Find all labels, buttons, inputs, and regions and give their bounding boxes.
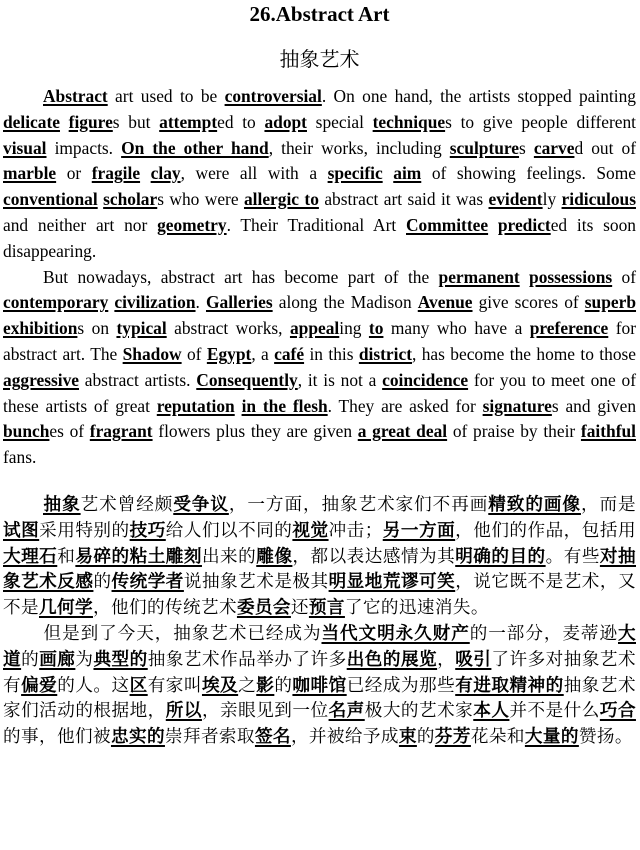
vocab-term: aim: [393, 163, 422, 184]
text-run: 并不是什么: [509, 701, 600, 722]
vocab-term: scholar: [103, 189, 158, 210]
text-run: 和: [57, 546, 76, 567]
text-run: 了它的迅速消失。: [344, 598, 489, 619]
english-title: 26.Abstract Art: [249, 2, 390, 26]
vocab-term: carve: [533, 137, 575, 158]
vocab-term: typical: [116, 318, 167, 339]
vocab-term: 传统学者: [111, 572, 184, 593]
text-run: [235, 396, 242, 416]
vocab-term: 抽象: [43, 494, 81, 515]
vocab-term: 当代文明永久财产: [321, 623, 470, 644]
text-run: 的事，他们被: [3, 727, 111, 748]
text-run: 的一部分，麦蒂逊: [469, 623, 618, 644]
vocab-term: controversial: [224, 86, 322, 106]
vocab-term: aggressive: [3, 369, 79, 390]
text-run: es of: [49, 421, 90, 442]
vocab-term: 受争议: [173, 494, 229, 515]
text-run: s to give people different: [445, 111, 636, 132]
vocab-term: 对抽象艺术反感: [3, 546, 636, 593]
text-run: [140, 163, 151, 183]
text-run: 已经成为那些: [346, 675, 456, 696]
text-run: ly: [542, 189, 562, 210]
vocab-term: 签名: [254, 727, 291, 748]
chinese-paragraph-2: [3, 622, 636, 751]
english-paragraph-1: [3, 84, 636, 265]
text-run: 崇拜者索取: [164, 727, 255, 748]
vocab-term: 所以: [165, 701, 202, 722]
vocab-term: 雕像: [256, 546, 293, 567]
text-run: , were all with a: [180, 163, 328, 184]
vocab-term: 吸引: [455, 649, 492, 670]
text-run: , it is not a: [297, 369, 383, 390]
text-run: 给人们以不同的: [165, 520, 293, 541]
text-run: of showing feelings. Some: [421, 163, 636, 184]
text-run: give scores of: [472, 292, 585, 313]
vocab-term: 束: [398, 727, 417, 748]
text-run: [488, 215, 498, 235]
vocab-term: 几何学: [39, 598, 93, 619]
text-run: for abstract art. The: [3, 318, 636, 364]
text-run: in this: [304, 343, 359, 364]
vocab-term: 精致的画像: [488, 494, 581, 515]
vocab-term: superb: [584, 292, 637, 313]
text-run: impacts.: [46, 137, 122, 158]
vocab-term: Galleries: [205, 292, 273, 313]
text-run: 但是到了今天，抽象艺术已经成为: [43, 623, 322, 644]
vocab-term: 名声: [328, 701, 365, 722]
text-run: [383, 163, 394, 183]
vocab-term: adopt: [264, 111, 307, 132]
chinese-paragraph-1: [3, 493, 636, 622]
text-run: 有家叫: [147, 675, 202, 696]
text-run: ，他们的作品，包括用: [455, 520, 636, 541]
vocab-term: marble: [3, 163, 57, 184]
text-run: ed to: [217, 111, 265, 132]
vocab-term: Shadow: [122, 343, 182, 364]
text-run: .: [195, 292, 206, 313]
vocab-term: predict: [497, 214, 551, 235]
text-run: 的: [416, 727, 435, 748]
text-run: 的: [274, 675, 293, 696]
vocab-term: 大量的: [524, 727, 579, 748]
vocab-term: sculpture: [449, 137, 520, 158]
vocab-term: faithful: [580, 421, 636, 442]
text-run: s who were: [157, 189, 244, 210]
vocab-term: district: [358, 343, 412, 364]
vocab-term: 画廊: [39, 649, 76, 670]
text-run: ，一方面，抽象艺术家们不再画: [228, 494, 489, 515]
vocab-term: fragile: [91, 163, 141, 184]
vocab-term: 预言: [308, 598, 345, 619]
chinese-title: 抽象艺术: [279, 47, 360, 71]
vocab-term: 巧合: [599, 701, 636, 722]
text-run: ，他们的传统艺术: [92, 598, 237, 619]
vocab-term: reputation: [156, 395, 235, 416]
vocab-term: café: [274, 343, 305, 364]
text-run: 还: [290, 598, 309, 619]
text-run: 抽象艺术作品举办了许多: [147, 649, 347, 670]
vocab-term: 委员会: [236, 598, 291, 619]
vocab-term: fragrant: [89, 421, 153, 442]
text-run: and neither art nor: [3, 214, 158, 235]
text-run: ，说它既不是艺术，又不是: [3, 572, 636, 619]
vocab-term: specific: [327, 163, 383, 184]
text-run: ，: [437, 649, 456, 670]
vocab-term: 咖啡馆: [292, 675, 347, 696]
vocab-term: in the flesh: [241, 395, 328, 416]
vocab-term: Egypt: [206, 343, 252, 364]
text-run: s on: [77, 318, 117, 339]
text-run: 之: [238, 675, 257, 696]
text-run: 艺术曾经颇: [80, 494, 174, 515]
text-run: or: [56, 163, 92, 184]
text-run: 出来的: [201, 546, 257, 567]
english-text-block: [3, 84, 636, 471]
text-run: 花朵和: [470, 727, 525, 748]
vocab-term: 影: [256, 675, 275, 696]
text-run: . On one hand, the artists stopped painting: [321, 86, 636, 106]
vocab-term: On the other hand: [121, 137, 269, 158]
text-run: for you to meet one of these artists of great: [3, 369, 636, 416]
vocab-term: 忠实的: [110, 727, 165, 748]
text-run: s and given: [551, 395, 637, 416]
text-run: along the Madison: [272, 292, 418, 313]
text-run: abstract works,: [166, 318, 290, 339]
text-run: ing: [339, 318, 369, 339]
vocab-term: 芬芳: [434, 727, 471, 748]
text-run: 。有些: [545, 546, 600, 567]
vocab-term: exhibition: [3, 318, 78, 339]
vocab-term: ridiculous: [561, 189, 636, 210]
vocab-term: Abstract: [43, 86, 108, 106]
vocab-term: preference: [529, 318, 609, 339]
vocab-term: 区: [129, 675, 148, 696]
text-run: s but: [112, 111, 160, 132]
vocab-term: signature: [482, 395, 552, 416]
text-run: 为: [75, 649, 94, 670]
vocab-term: 偏爱: [21, 675, 58, 696]
text-run: s: [519, 137, 534, 158]
text-run: fans.: [3, 447, 37, 468]
vocab-term: 视觉: [292, 520, 329, 541]
text-run: , a: [251, 343, 275, 364]
vocab-term: 技巧: [129, 520, 166, 541]
vocab-term: evident: [488, 189, 543, 210]
vocab-term: Consequently: [196, 369, 298, 390]
vocab-term: attempt: [159, 111, 218, 132]
vocab-term: 有进取精神的: [455, 675, 564, 696]
text-run: of: [612, 266, 636, 287]
vocab-term: a great deal: [357, 421, 448, 442]
vocab-term: 另一方面: [382, 520, 456, 541]
text-run: 赞扬。: [578, 727, 633, 748]
text-run: 的: [21, 649, 40, 670]
vocab-term: visual: [3, 137, 47, 158]
vocab-term: conventional: [3, 189, 98, 210]
vocab-term: 典型的: [93, 649, 148, 670]
text-run: ，都以表达感情为其: [292, 546, 456, 567]
vocab-term: clay: [150, 163, 181, 184]
vocab-term: Avenue: [417, 292, 473, 313]
text-run: But nowadays, abstract art has become part of the: [43, 266, 439, 287]
text-run: ed its soon disappearing.: [3, 214, 636, 261]
vocab-term: 试图: [3, 520, 40, 541]
text-run: [60, 112, 69, 132]
chinese-text-block: [3, 493, 636, 751]
english-paragraph-2: [3, 265, 636, 471]
vocab-term: technique: [372, 111, 446, 132]
vocab-term: 大道: [3, 623, 636, 670]
vocab-term: 明显地荒谬可笑: [328, 572, 456, 593]
text-run: abstract art said it was: [318, 189, 489, 210]
vocab-term: figure: [68, 111, 113, 132]
text-run: 的人。这: [57, 675, 130, 696]
vocab-term: to: [368, 318, 384, 339]
text-run: special: [306, 111, 373, 132]
text-run: flowers plus they are given: [152, 421, 358, 442]
vocab-term: geometry: [157, 214, 227, 235]
vocab-term: appeal: [289, 318, 340, 339]
vocab-term: possessions: [529, 266, 613, 287]
vocab-term: bunch: [3, 421, 50, 442]
text-run: 冲击；: [328, 520, 383, 541]
vocab-term: contemporary: [3, 292, 109, 313]
text-run: . Their Traditional Art: [226, 214, 406, 235]
text-run: 了许多对抽象艺术有: [3, 649, 637, 696]
text-run: many who have a: [383, 318, 530, 339]
text-run: abstract artists.: [79, 369, 197, 390]
vocab-term: 明确的目的: [455, 546, 546, 567]
text-run: , their works, including: [268, 137, 450, 158]
text-run: 说抽象艺术是极其: [183, 572, 329, 593]
text-run: d out of: [574, 137, 636, 158]
vocab-term: coincidence: [382, 369, 469, 390]
vocab-term: civilization: [114, 292, 196, 313]
vocab-term: Committee: [406, 214, 489, 235]
text-run: , has become the home to those: [412, 343, 637, 364]
text-run: 抽象艺术家们活动的根据地，: [3, 675, 636, 722]
vocab-term: 易碎的粘土雕刻: [75, 546, 202, 567]
vocab-term: 埃及: [201, 675, 239, 696]
text-run: ，而是: [580, 494, 636, 515]
text-run: ，亲眼见到一位: [201, 701, 329, 722]
text-run: [520, 267, 529, 287]
text-run: 的: [93, 572, 112, 593]
text-run: ，并被给予成: [290, 727, 399, 748]
vocab-term: 出色的展览: [346, 649, 438, 670]
text-run: 极大的艺术家: [364, 701, 474, 722]
text-run: art used to be: [107, 86, 225, 106]
text-run: of: [181, 343, 207, 364]
vocab-term: permanent: [438, 266, 520, 287]
vocab-term: 本人: [473, 701, 510, 722]
text-run: of praise by their: [447, 421, 581, 442]
vocab-term: allergic to: [243, 189, 319, 210]
vocab-term: 大理石: [3, 546, 58, 567]
text-run: . They are asked for: [327, 395, 483, 416]
text-run: 采用特别的: [39, 520, 130, 541]
vocab-term: delicate: [3, 111, 60, 132]
